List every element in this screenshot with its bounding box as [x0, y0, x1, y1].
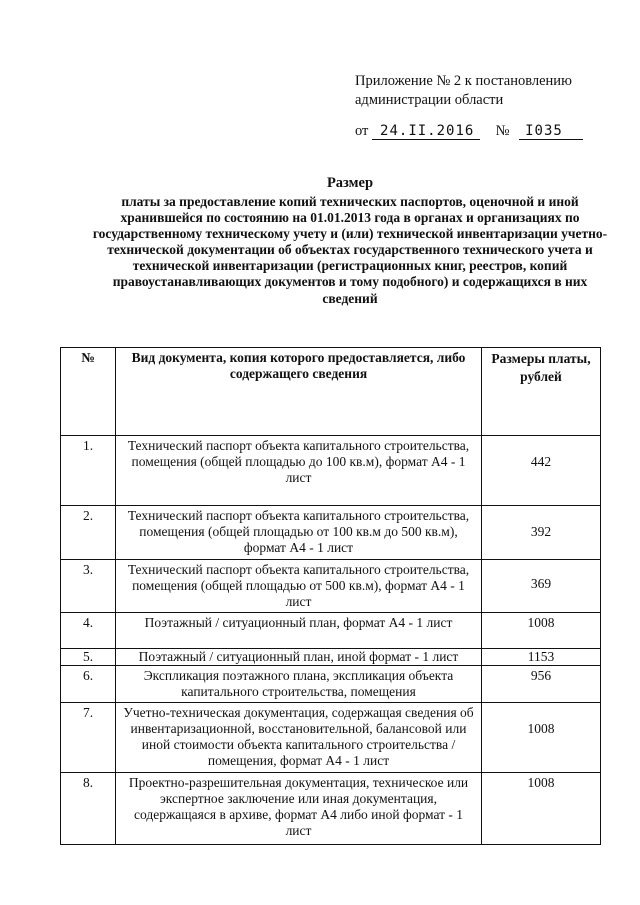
date-prefix: от [355, 123, 369, 139]
row-document: Поэтажный / ситуационный план, формат А4 - 1 лист [116, 613, 482, 649]
row-number: 1. [61, 436, 116, 506]
table-row [61, 649, 601, 666]
row-document: Технический паспорт объекта капитального строительства, помещения (общей площадью от 500 кв.м), формат А4 - 1 лист [116, 560, 482, 613]
table-row [61, 560, 601, 613]
row-document: Технический паспорт объекта капитального строительства, помещения (общей площадью до 100 кв.м), формат А4 - 1 лист [116, 436, 482, 506]
row-fee: 442 [482, 436, 601, 506]
table-row [61, 666, 601, 703]
appendix-line-1: Приложение № 2 к постановлению [355, 73, 572, 89]
row-fee: 1008 [482, 703, 601, 773]
row-number: 5. [61, 649, 116, 666]
table-row [61, 506, 601, 560]
table-header-row [61, 348, 601, 436]
row-number: 8. [61, 773, 116, 845]
row-document: Технический паспорт объекта капитального строительства, помещения (общей площадью от 100 кв.м до 500 кв.м), формат А4 - 1 лист [116, 506, 482, 560]
number-value: I035 [519, 123, 583, 140]
row-document: Проектно-разрешительная документация, техническое или экспертное заключение или иная документация, содержащаяся в архиве, формат А4 либо иной формат - 1 лист [116, 773, 482, 845]
header-fee: Размеры платы, рублей [482, 348, 601, 436]
row-number: 3. [61, 560, 116, 613]
table-row [61, 703, 601, 773]
row-fee: 956 [482, 666, 601, 703]
document-title: Размер [326, 175, 374, 191]
row-document: Учетно-техническая документация, содержащая сведения об инвентаризационной, восстановительной, балансовой или иной стоимости объекта капитального строительства / помещения, формат А4 - 1 лист [116, 703, 482, 773]
document-subtitle: платы за предоставление копий технических паспортов, оценочной и иной хранившейся по состоянию на 01.01.2013 года в органах и организациях по государственному техническому учету и (или) технической инвентаризации учетно-технической документации об объектах государственного технического учета и технической инвентаризации (регистрационных книг, реестров, копий правоустанавливающих документов и тому подобного) и содержащихся в них сведений [92, 194, 608, 306]
row-fee: 392 [482, 506, 601, 560]
row-document: Экспликация поэтажного плана, экспликация объекта капитального строительства, помещения [116, 666, 482, 703]
table-row [61, 613, 601, 649]
date-value: 24.II.2016 [372, 123, 480, 140]
row-fee: 1153 [482, 649, 601, 666]
header-document-type: Вид документа, копия которого предоставляется, либо содержащего сведения [116, 348, 482, 436]
row-fee: 1008 [482, 773, 601, 845]
number-label: № [495, 123, 510, 139]
row-number: 7. [61, 703, 116, 773]
row-document: Поэтажный / ситуационный план, иной формат - 1 лист [116, 649, 482, 666]
row-number: 6. [61, 666, 116, 703]
date-number-line [355, 123, 583, 140]
fee-table [60, 347, 601, 845]
row-number: 4. [61, 613, 116, 649]
row-fee: 1008 [482, 613, 601, 649]
appendix-header [355, 72, 572, 110]
table-row [61, 436, 601, 506]
header-num: № [61, 348, 116, 436]
table-row [61, 773, 601, 845]
row-number: 2. [61, 506, 116, 560]
row-fee: 369 [482, 560, 601, 613]
appendix-line-2: администрации области [355, 92, 504, 108]
